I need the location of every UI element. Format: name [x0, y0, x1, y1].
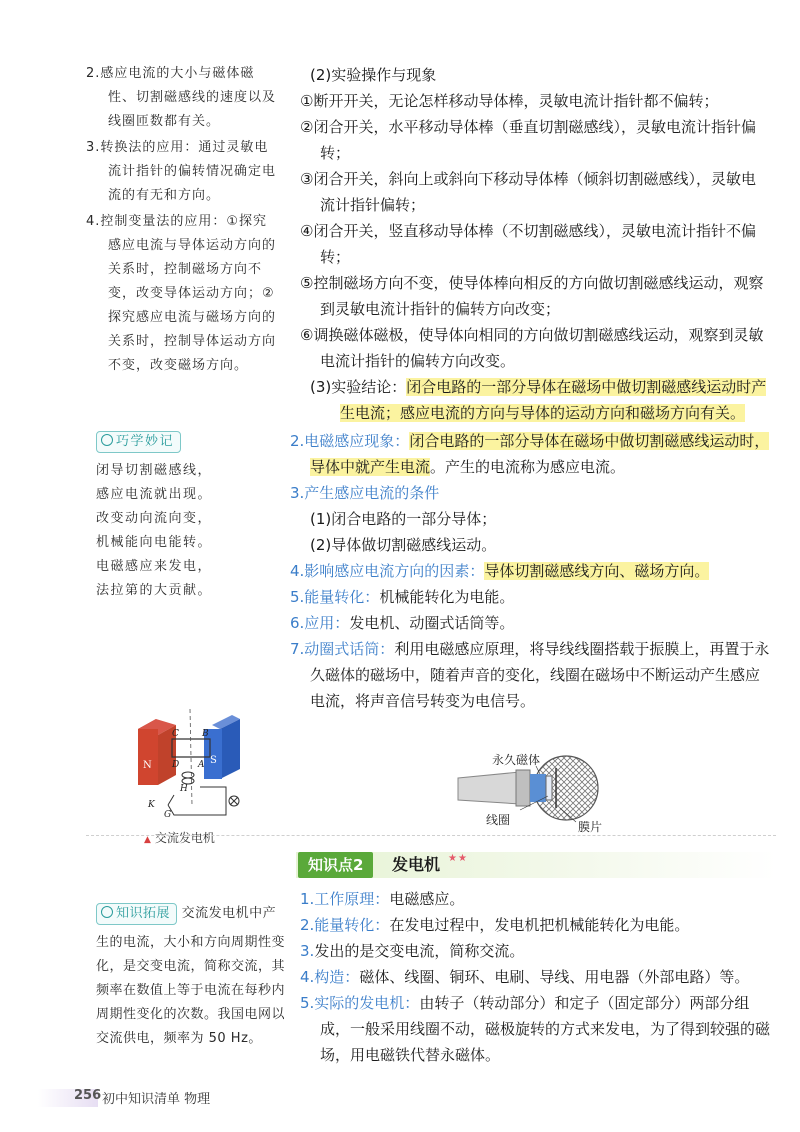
sidebar-notes: [86, 62, 280, 378]
point-5-text: 机械能转化为电能。: [379, 588, 515, 606]
kp2-row-label: 1.工作原理：: [300, 890, 390, 908]
gen-label-D: D: [172, 760, 180, 770]
kp2-row-label: 2.能量转化：: [300, 916, 390, 934]
point-7-text: 利用电磁感应原理，将导线线圈搭载于振膜上，再置于永久磁体的磁场中，随着声音的变化，线圈在磁场中不断运动产生感应电流，将声音信号转变为电信号。: [310, 640, 770, 710]
point-3-item: (2)导体做切割磁感线运动。: [310, 536, 497, 554]
gen-label-S: S: [210, 755, 217, 766]
operation-title: (2)实验操作与现象: [310, 66, 437, 84]
book-title: 初中知识清单 物理: [102, 1092, 211, 1107]
memory-line: 法拉第的大贡献。: [96, 583, 213, 598]
mic-label-magnet: 永久磁体: [492, 753, 541, 767]
conclusion-label: (3)实验结论：: [310, 378, 407, 396]
microphone-figure: [450, 752, 620, 834]
extension-text: 交流发电机中产生的电流，大小和方向周期性变化，是交变电流，简称交流，其频率在数值上等于电流在每秒内周期性变化的次数。我国电网以交流供电，频率为 50 Hz。: [96, 906, 286, 1046]
knowledge-point-2-header: [296, 852, 776, 878]
gen-label-K: K: [148, 800, 155, 810]
kp2-row-label: 5.实际的发电机：: [300, 994, 420, 1012]
kp2-row: [300, 886, 770, 912]
point-3-item: (1)闭合电路的一部分导体；: [310, 510, 497, 528]
point-5: [290, 584, 770, 610]
memory-line: 闭导切割磁感线，: [96, 463, 213, 478]
knowledge-point-title: 发电机: [392, 855, 441, 874]
gen-label-A: A: [198, 760, 205, 770]
point-4: [290, 558, 770, 584]
sidebar-note-4: 4.控制变量法的应用：①探究感应电流与导体运动方向的关系时，控制磁场方向不变，改变导体运动方向；②探究感应电流与磁场方向的关系时，控制导体运动方向不变，改变磁场方向。: [86, 214, 277, 373]
step-3: ③闭合开关，斜向上或斜向下移动导体棒（倾斜切割磁感线），灵敏电流计指针偏转；: [300, 170, 756, 214]
figure-caption: ▲ 交流发电机: [144, 831, 215, 845]
kp2-row-text: 发出的是交变电流，简称交流。: [314, 942, 525, 960]
point-6: [290, 610, 770, 636]
sidebar-note-2: 2.感应电流的大小与磁体磁性、切割磁感线的速度以及线圈匝数都有关。: [86, 66, 277, 129]
bulb-icon: [101, 434, 113, 446]
kp2-row-text: 磁体、线圈、铜环、电刷、导线、用电器（外部电路）等。: [359, 968, 750, 986]
gen-label-B: B: [202, 729, 209, 739]
kp2-row: [300, 938, 770, 964]
point-2-label: 2.电磁感应现象：: [290, 432, 410, 450]
point-6-text: 发电机、动圈式话筒等。: [349, 614, 515, 632]
point-4-text: 导体切割磁感线方向、磁场方向。: [484, 562, 710, 580]
point-2: [290, 428, 770, 480]
mic-label-membrane: 膜片: [578, 820, 603, 834]
point-2-rest: 。产生的电流称为感应电流。: [430, 458, 626, 476]
kp2-row: [300, 912, 770, 938]
kp2-row-text: 在发电过程中，发电机把机械能转化为电能。: [389, 916, 690, 934]
main-content: [290, 62, 770, 714]
point-3-label: 3.产生感应电流的条件: [290, 484, 440, 502]
point-2-highlight: 闭合电路的一部分导体在磁场中做切割磁感线运动时，导体中就产生电流: [310, 432, 770, 476]
sidebar-note-3: 3.转换法的应用：通过灵敏电流计指针的偏转情况确定电流的有无和方向。: [86, 140, 277, 203]
star-rating-icon: ★★: [448, 853, 468, 864]
section-divider: [86, 835, 776, 836]
triangle-icon: ▲: [144, 835, 151, 845]
point-6-label: 6.应用：: [290, 614, 350, 632]
knowledge-extension-box: [96, 902, 286, 1051]
mic-label-coil: 线圈: [486, 813, 511, 827]
gen-label-C: C: [172, 729, 179, 739]
memory-tip-box: [96, 430, 276, 603]
step-5: ⑤控制磁场方向不变，使导体棒向相反的方向做切割磁感线运动，观察到灵敏电流计指针的偏转方向改变；: [300, 274, 764, 318]
memory-line: 机械能向电能转。: [96, 535, 213, 550]
step-6: ⑥调换磁体磁极，使导体向相同的方向做切割磁感线运动，观察到灵敏电流计指针的偏转方向改变。: [300, 326, 764, 370]
bulb-icon: [101, 906, 113, 918]
kp2-row: [300, 990, 770, 1068]
kp2-row-text: 由转子（转动部分）和定子（固定部分）两部分组成，一般采用线圈不动，磁极旋转的方式来发电，为了得到较强的磁场，用电磁铁代替永磁体。: [320, 994, 771, 1064]
memory-line: 感应电流就出现。: [96, 487, 213, 502]
generator-figure: [130, 705, 260, 830]
kp2-row: [300, 964, 770, 990]
step-2: ②闭合开关，水平移动导体棒（垂直切割磁感线），灵敏电流计指针偏转；: [300, 118, 756, 162]
kp2-row-label: 4.构造：: [300, 968, 360, 986]
step-4: ④闭合开关，竖直移动导体棒（不切割磁感线），灵敏电流计指针不偏转；: [300, 222, 756, 266]
extension-label: 知识拓展: [96, 903, 177, 925]
page-number: 256: [74, 1088, 102, 1103]
conclusion-text: 闭合电路的一部分导体在磁场中做切割磁感线运动时产生电流；感应电流的方向与导体的运动方向和磁场方向有关。: [340, 378, 767, 422]
point-7: [290, 636, 770, 714]
step-1: ①断开开关，无论怎样移动导体棒，灵敏电流计指针都不偏转；: [300, 92, 719, 110]
gen-label-H: H: [180, 784, 188, 794]
knowledge-point-tag: 知识点2: [298, 852, 373, 878]
memory-line: 改变动向流向变，: [96, 511, 213, 526]
knowledge-point-2-body: [300, 886, 770, 1068]
gen-label-G: G: [164, 810, 172, 820]
kp2-row-text: 电磁感应。: [389, 890, 465, 908]
conclusion: [300, 374, 770, 426]
memory-tip-label: 巧学妙记: [96, 431, 181, 453]
page-footer: [38, 1086, 288, 1110]
memory-line: 电磁感应来发电，: [96, 559, 213, 574]
kp2-row-label: 3.: [300, 942, 315, 960]
gen-label-N: N: [143, 760, 152, 771]
point-5-label: 5.能量转化：: [290, 588, 380, 606]
point-7-label: 7.动圈式话筒：: [290, 640, 395, 658]
point-4-label: 4.影响感应电流方向的因素：: [290, 562, 485, 580]
